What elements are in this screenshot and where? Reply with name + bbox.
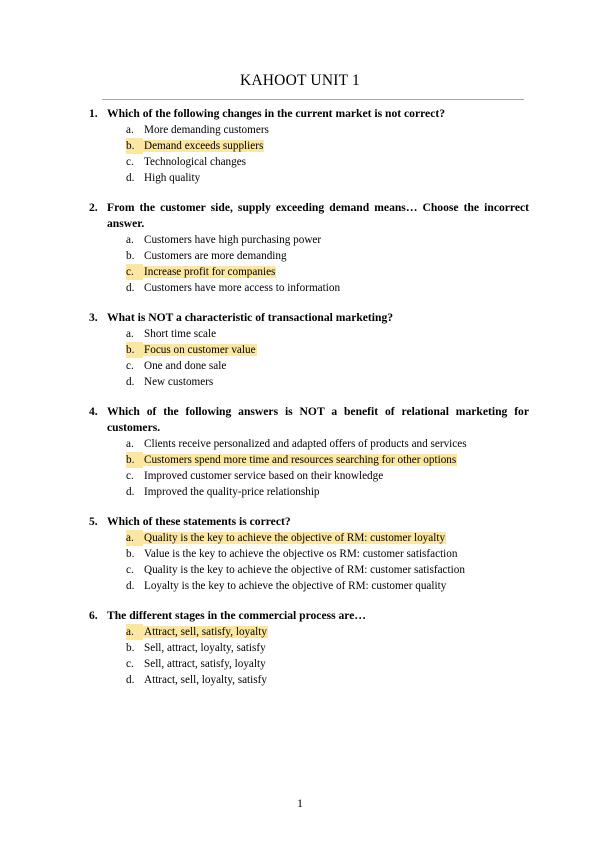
option-letter: b. bbox=[126, 250, 135, 262]
option-text: Customers spend more time and resources searching for other options bbox=[144, 454, 457, 466]
question-header bbox=[0, 514, 600, 530]
option-text: Attract, sell, loyalty, satisfy bbox=[144, 674, 267, 686]
option-letter: d. bbox=[126, 486, 135, 498]
option-letter: a. bbox=[126, 124, 134, 136]
answer-option-a-highlighted bbox=[0, 624, 600, 640]
question-header bbox=[0, 310, 600, 326]
option-text: Sell, attract, satisfy, loyalty bbox=[144, 658, 266, 670]
option-letter: b. bbox=[126, 138, 143, 154]
question-5 bbox=[0, 514, 600, 594]
question-header bbox=[0, 404, 600, 436]
answer-option-a bbox=[0, 232, 600, 248]
answer-option-c-highlighted bbox=[0, 264, 600, 280]
question-text: What is NOT a characteristic of transactional marketing? bbox=[107, 311, 394, 324]
option-letter: a. bbox=[126, 438, 134, 450]
question-6 bbox=[0, 608, 600, 688]
question-number: 3. bbox=[89, 311, 98, 324]
answer-option-b-highlighted bbox=[0, 452, 600, 468]
answer-option-a bbox=[0, 436, 600, 452]
question-list bbox=[0, 106, 600, 702]
option-letter: d. bbox=[126, 580, 135, 592]
option-text: Technological changes bbox=[144, 156, 247, 168]
option-text: Customers have high purchasing power bbox=[144, 234, 322, 246]
option-text: Increase profit for companies bbox=[144, 266, 276, 278]
option-text: More demanding customers bbox=[144, 124, 269, 136]
question-4 bbox=[0, 404, 600, 500]
option-text: Focus on customer value bbox=[144, 344, 256, 356]
option-letter: c. bbox=[126, 156, 134, 168]
answer-option-c bbox=[0, 468, 600, 484]
answer-option-a bbox=[0, 122, 600, 138]
question-text: Which of the following changes in the current market is not correct? bbox=[107, 107, 446, 120]
option-letter: c. bbox=[126, 564, 134, 576]
answer-option-c bbox=[0, 656, 600, 672]
answer-option-b-highlighted bbox=[0, 138, 600, 154]
option-letter: c. bbox=[126, 470, 134, 482]
answer-option-d bbox=[0, 280, 600, 296]
answer-option-a-highlighted bbox=[0, 530, 600, 546]
option-text: Value is the key to achieve the objective os RM: customer satisfaction bbox=[144, 548, 458, 560]
answer-option-c bbox=[0, 562, 600, 578]
question-number: 4. bbox=[89, 405, 98, 418]
option-letter: b. bbox=[126, 452, 143, 468]
option-text: Quality is the key to achieve the objective of RM: customer satisfaction bbox=[144, 564, 465, 576]
option-letter: a. bbox=[126, 624, 143, 640]
option-text: High quality bbox=[144, 172, 201, 184]
option-letter: a. bbox=[126, 234, 134, 246]
answer-option-d bbox=[0, 672, 600, 688]
option-text: Improved the quality-price relationship bbox=[144, 486, 320, 498]
question-text: Which of the following answers is NOT a benefit of relational marketing for customers. bbox=[107, 405, 529, 434]
question-3 bbox=[0, 310, 600, 390]
question-header bbox=[0, 608, 600, 624]
option-text: Improved customer service based on their knowledge bbox=[144, 470, 384, 482]
option-text: Short time scale bbox=[144, 328, 217, 340]
option-letter: b. bbox=[126, 342, 143, 358]
answer-option-a bbox=[0, 326, 600, 342]
answer-option-b bbox=[0, 640, 600, 656]
question-number: 5. bbox=[89, 515, 98, 528]
question-number: 2. bbox=[89, 201, 98, 214]
option-text: New customers bbox=[144, 376, 214, 388]
question-text: Which of these statements is correct? bbox=[107, 515, 291, 528]
question-header bbox=[0, 200, 600, 232]
question-number: 1. bbox=[89, 107, 98, 120]
option-text: Customers are more demanding bbox=[144, 250, 287, 262]
option-letter: d. bbox=[126, 282, 135, 294]
question-1 bbox=[0, 106, 600, 186]
option-letter: d. bbox=[126, 376, 135, 388]
option-text: Customers have more access to information bbox=[144, 282, 341, 294]
option-text: One and done sale bbox=[144, 360, 227, 372]
answer-option-b bbox=[0, 248, 600, 264]
answer-option-b bbox=[0, 546, 600, 562]
question-2 bbox=[0, 200, 600, 296]
option-text: Clients receive personalized and adapted offers of products and services bbox=[144, 438, 467, 450]
option-letter: a. bbox=[126, 328, 134, 340]
answer-option-d bbox=[0, 170, 600, 186]
option-letter: c. bbox=[126, 264, 143, 280]
option-letter: a. bbox=[126, 530, 143, 546]
answer-option-d bbox=[0, 374, 600, 390]
option-letter: c. bbox=[126, 360, 134, 372]
answer-option-b-highlighted bbox=[0, 342, 600, 358]
option-text: Loyalty is the key to achieve the objective of RM: customer quality bbox=[144, 580, 447, 592]
answer-option-c bbox=[0, 154, 600, 170]
option-letter: b. bbox=[126, 642, 135, 654]
answer-option-d bbox=[0, 578, 600, 594]
question-number: 6. bbox=[89, 609, 98, 622]
option-text: Demand exceeds suppliers bbox=[144, 140, 264, 152]
option-text: Sell, attract, loyalty, satisfy bbox=[144, 642, 266, 654]
document-title: KAHOOT UNIT 1 bbox=[240, 72, 360, 89]
page-number: 1 bbox=[297, 796, 303, 810]
option-letter: b. bbox=[126, 548, 135, 560]
answer-option-d bbox=[0, 484, 600, 500]
option-text: Quality is the key to achieve the objective of RM: customer loyalty bbox=[144, 532, 446, 544]
option-letter: d. bbox=[126, 674, 135, 686]
question-text: From the customer side, supply exceeding demand means… Choose the incorrect answer. bbox=[107, 201, 529, 230]
option-letter: d. bbox=[126, 172, 135, 184]
question-text: The different stages in the commercial process are… bbox=[107, 609, 366, 622]
option-letter: c. bbox=[126, 658, 134, 670]
title-divider bbox=[102, 99, 524, 100]
option-text: Attract, sell, satisfy, loyalty bbox=[144, 626, 267, 638]
question-header bbox=[0, 106, 600, 122]
answer-option-c bbox=[0, 358, 600, 374]
